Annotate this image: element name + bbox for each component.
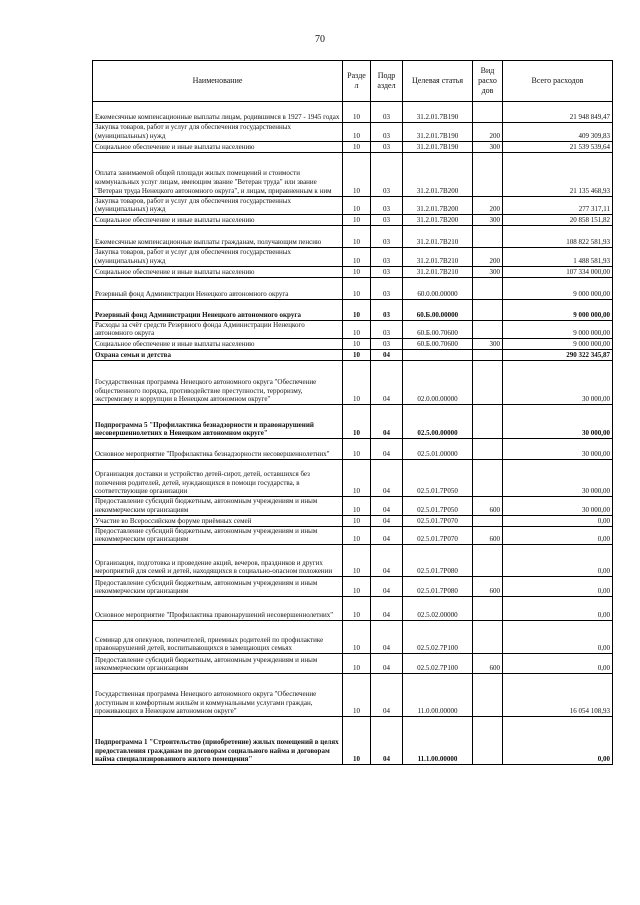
header-section: Разде л <box>343 61 371 102</box>
cell-name: Закупка товаров, работ и услуг для обеспечения государственных (муниципальных) нужд <box>93 196 343 215</box>
cell-type <box>473 597 503 621</box>
cell-sec: 10 <box>343 277 371 299</box>
cell-total: 9 000 000,00 <box>503 299 613 320</box>
cell-name: Государственная программа Ненецкого автономного округа "Обеспечение доступным и комфортным жильём и коммунальными услугами граждан, проживающих в Ненецком автономном округе" <box>93 674 343 717</box>
cell-total: 30 000,00 <box>503 405 613 439</box>
cell-target <box>403 350 473 361</box>
cell-name: Подпрограмма 1 "Строительство (приобретение) жилых помещений в целях предоставления гражданам по договорам социального найма и договорам найма специализированного жилого помещения" <box>93 717 343 765</box>
cell-total: 108 822 581,93 <box>503 226 613 248</box>
cell-type <box>473 674 503 717</box>
cell-target: 60.Б.00.00000 <box>403 299 473 320</box>
table-row <box>93 654 613 674</box>
cell-target: 02.5.01.7Р070 <box>403 526 473 545</box>
table-row <box>93 439 613 460</box>
cell-total: 277 317,11 <box>503 196 613 215</box>
cell-sec: 10 <box>343 515 371 526</box>
table-row <box>93 196 613 215</box>
cell-target: 31.2.01.7В190 <box>403 141 473 152</box>
cell-target: 02.5.01.7Р050 <box>403 460 473 497</box>
cell-name: Предоставление субсидий бюджетным, автономным учреждениям и иным некоммерческим организациям <box>93 497 343 516</box>
cell-sec: 10 <box>343 526 371 545</box>
cell-sub: 03 <box>371 215 403 226</box>
cell-total: 30 000,00 <box>503 361 613 405</box>
cell-sec: 10 <box>343 299 371 320</box>
cell-sub: 03 <box>371 123 403 142</box>
cell-sub: 03 <box>371 277 403 299</box>
cell-name: Государственная программа Ненецкого автономного округа "Обеспечение общественного порядка, противодействие преступности, терроризму, экстремизму и коррупции в Ненецком автономном округе" <box>93 361 343 405</box>
cell-sec: 10 <box>343 215 371 226</box>
cell-total: 16 054 108,93 <box>503 674 613 717</box>
cell-type <box>473 405 503 439</box>
table-row <box>93 350 613 361</box>
cell-type <box>473 717 503 765</box>
cell-target: 60.0.00.00000 <box>403 277 473 299</box>
table-row <box>93 102 613 123</box>
cell-type <box>473 545 503 577</box>
cell-target: 02.5.01.7Р050 <box>403 497 473 516</box>
cell-target: 02.5.00.00000 <box>403 405 473 439</box>
cell-total: 0,00 <box>503 545 613 577</box>
cell-sec: 10 <box>343 405 371 439</box>
cell-total: 290 322 345,87 <box>503 350 613 361</box>
cell-name: Закупка товаров, работ и услуг для обеспечения государственных (муниципальных) нужд <box>93 248 343 267</box>
table-row <box>93 497 613 516</box>
cell-type <box>473 350 503 361</box>
cell-sub: 03 <box>371 196 403 215</box>
table-row <box>93 320 613 339</box>
table-row <box>93 545 613 577</box>
cell-name: Социальное обеспечение и иные выплаты населению <box>93 339 343 350</box>
cell-sec: 10 <box>343 361 371 405</box>
cell-total: 9 000 000,00 <box>503 320 613 339</box>
cell-type: 200 <box>473 123 503 142</box>
cell-name: Социальное обеспечение и иные выплаты населению <box>93 141 343 152</box>
cell-target: 31.2.01.7В210 <box>403 266 473 277</box>
cell-name: Оплата занимаемой общей площади жилых помещений и стоимости коммунальных услуг лицам, имеющим звание "Ветеран труда" или звание "Ветеран труда Ненецкого автономного округа", и лицам, приравненным к ним <box>93 152 343 196</box>
cell-target: 02.0.00.00000 <box>403 361 473 405</box>
cell-sub: 04 <box>371 526 403 545</box>
cell-target: 60.Б.00.70600 <box>403 339 473 350</box>
cell-total: 30 000,00 <box>503 439 613 460</box>
cell-target: 31.2.01.7В200 <box>403 152 473 196</box>
cell-sec: 10 <box>343 717 371 765</box>
cell-total: 0,00 <box>503 526 613 545</box>
cell-sub: 04 <box>371 545 403 577</box>
cell-sub: 04 <box>371 717 403 765</box>
cell-total: 9 000 000,00 <box>503 277 613 299</box>
table-row <box>93 152 613 196</box>
cell-type: 300 <box>473 339 503 350</box>
cell-sec: 10 <box>343 102 371 123</box>
cell-total: 21 948 849,47 <box>503 102 613 123</box>
cell-total: 30 000,00 <box>503 460 613 497</box>
cell-name: Социальное обеспечение и иные выплаты населению <box>93 266 343 277</box>
cell-sec: 10 <box>343 497 371 516</box>
cell-name: Предоставление субсидий бюджетным, автономным учреждениям и иным некоммерческим организациям <box>93 654 343 674</box>
header-total: Всего расходов <box>503 61 613 102</box>
cell-target: 02.5.02.00000 <box>403 597 473 621</box>
cell-target: 31.2.01.7В200 <box>403 215 473 226</box>
cell-total: 20 858 151,82 <box>503 215 613 226</box>
cell-name: Организация доставки и устройство детей-сирот, детей, оставшихся без попечения родителей, детей, нуждающихся в помощи государства, в соответствующие организации <box>93 460 343 497</box>
table-row <box>93 577 613 597</box>
table-row <box>93 248 613 267</box>
table-row <box>93 674 613 717</box>
header-name: Наименование <box>93 61 343 102</box>
cell-sec: 10 <box>343 141 371 152</box>
cell-sub: 04 <box>371 597 403 621</box>
cell-target: 60.Б.00.70600 <box>403 320 473 339</box>
cell-type: 200 <box>473 196 503 215</box>
cell-target: 31.2.01.7В190 <box>403 123 473 142</box>
cell-name: Ежемесячные компенсационные выплаты гражданам, получающим пенсию <box>93 226 343 248</box>
cell-sub: 04 <box>371 674 403 717</box>
cell-name: Подпрограмма 5 "Профилактика безнадзорности и правонарушений несовершеннолетних в Ненецком автономном округе" <box>93 405 343 439</box>
cell-type <box>473 152 503 196</box>
cell-type <box>473 226 503 248</box>
cell-total: 1 488 581,93 <box>503 248 613 267</box>
cell-name: Основное мероприятие "Профилактика правонарушений несовершеннолетних" <box>93 597 343 621</box>
table-row <box>93 526 613 545</box>
cell-type: 300 <box>473 215 503 226</box>
cell-sub: 04 <box>371 405 403 439</box>
table-row <box>93 266 613 277</box>
cell-sec: 10 <box>343 123 371 142</box>
cell-name: Предоставление субсидий бюджетным, автономным учреждениям и иным некоммерческим организациям <box>93 526 343 545</box>
cell-target: 02.5.01.7Р070 <box>403 515 473 526</box>
cell-target: 02.5.01.00000 <box>403 439 473 460</box>
cell-type <box>473 102 503 123</box>
table-row <box>93 361 613 405</box>
cell-sub: 03 <box>371 299 403 320</box>
cell-name: Расходы за счёт средств Резервного фонда Администрации Ненецкого автономного округа <box>93 320 343 339</box>
cell-sub: 04 <box>371 621 403 654</box>
cell-total: 0,00 <box>503 717 613 765</box>
cell-type <box>473 439 503 460</box>
table-row <box>93 460 613 497</box>
cell-sec: 10 <box>343 196 371 215</box>
cell-target: 31.2.01.7В210 <box>403 248 473 267</box>
cell-sub: 04 <box>371 577 403 597</box>
cell-sub: 04 <box>371 361 403 405</box>
cell-target: 02.5.02.7Р100 <box>403 621 473 654</box>
cell-type: 600 <box>473 526 503 545</box>
cell-sub: 03 <box>371 320 403 339</box>
cell-sub: 03 <box>371 226 403 248</box>
cell-sub: 03 <box>371 339 403 350</box>
table-row <box>93 717 613 765</box>
cell-sec: 10 <box>343 248 371 267</box>
cell-name: Участие во Всероссийском форуме приёмных семей <box>93 515 343 526</box>
cell-total: 0,00 <box>503 515 613 526</box>
table-row <box>93 215 613 226</box>
cell-sec: 10 <box>343 152 371 196</box>
cell-sec: 10 <box>343 577 371 597</box>
cell-sub: 04 <box>371 497 403 516</box>
cell-sec: 10 <box>343 597 371 621</box>
cell-target: 02.5.01.7Р080 <box>403 545 473 577</box>
cell-sub: 03 <box>371 102 403 123</box>
cell-sub: 03 <box>371 266 403 277</box>
cell-name: Социальное обеспечение и иные выплаты населению <box>93 215 343 226</box>
cell-type: 600 <box>473 577 503 597</box>
cell-sub: 04 <box>371 654 403 674</box>
cell-name: Основное мероприятие "Профилактика безнадзорности несовершеннолетних" <box>93 439 343 460</box>
cell-type <box>473 277 503 299</box>
header-type: Вид расхо дов <box>473 61 503 102</box>
table-row <box>93 226 613 248</box>
cell-sec: 10 <box>343 674 371 717</box>
cell-target: 02.5.01.7Р080 <box>403 577 473 597</box>
cell-sec: 10 <box>343 439 371 460</box>
cell-sub: 04 <box>371 439 403 460</box>
cell-total: 107 334 000,00 <box>503 266 613 277</box>
cell-sec: 10 <box>343 460 371 497</box>
cell-total: 0,00 <box>503 621 613 654</box>
cell-sec: 10 <box>343 226 371 248</box>
table-row <box>93 123 613 142</box>
cell-name: Резервный фонд Администрации Ненецкого автономного округа <box>93 277 343 299</box>
cell-sub: 03 <box>371 152 403 196</box>
cell-type <box>473 621 503 654</box>
cell-sub: 04 <box>371 350 403 361</box>
table-row <box>93 515 613 526</box>
table-body <box>93 102 613 765</box>
cell-name: Организация, подготовка и проведение акций, вечеров, праздников и других мероприятий для семей и детей, находящихся в социально-опасном положении <box>93 545 343 577</box>
cell-target: 31.2.01.7В200 <box>403 196 473 215</box>
table-row <box>93 141 613 152</box>
table-row <box>93 299 613 320</box>
header-target: Целевая статья <box>403 61 473 102</box>
cell-type: 600 <box>473 497 503 516</box>
cell-name: Закупка товаров, работ и услуг для обеспечения государственных (муниципальных) нужд <box>93 123 343 142</box>
cell-target: 11.0.00.00000 <box>403 674 473 717</box>
table-row <box>93 597 613 621</box>
cell-total: 0,00 <box>503 654 613 674</box>
cell-type: 300 <box>473 141 503 152</box>
cell-sec: 10 <box>343 350 371 361</box>
page-number: 70 <box>315 34 325 45</box>
cell-name: Семинар для опекунов, попечителей, приемных родителей по профилактике правонарушений детей, воспитывающихся в замещающих семьях <box>93 621 343 654</box>
cell-type: 600 <box>473 654 503 674</box>
cell-target: 02.5.02.7Р100 <box>403 654 473 674</box>
cell-total: 0,00 <box>503 577 613 597</box>
table-row <box>93 339 613 350</box>
cell-name: Резервный фонд Администрации Ненецкого автономного округа <box>93 299 343 320</box>
cell-sub: 04 <box>371 460 403 497</box>
cell-sec: 10 <box>343 266 371 277</box>
header-subsection: Подр аздел <box>371 61 403 102</box>
cell-sub: 03 <box>371 141 403 152</box>
cell-type <box>473 515 503 526</box>
cell-type: 200 <box>473 248 503 267</box>
table-row <box>93 621 613 654</box>
cell-sub: 04 <box>371 515 403 526</box>
cell-name: Предоставление субсидий бюджетным, автономным учреждениям и иным некоммерческим организациям <box>93 577 343 597</box>
cell-sec: 10 <box>343 621 371 654</box>
cell-total: 21 135 468,93 <box>503 152 613 196</box>
cell-total: 30 000,00 <box>503 497 613 516</box>
cell-target: 31.2.01.7В210 <box>403 226 473 248</box>
cell-total: 9 000 000,00 <box>503 339 613 350</box>
cell-target: 31.2.01.7В190 <box>403 102 473 123</box>
cell-type <box>473 320 503 339</box>
cell-sec: 10 <box>343 654 371 674</box>
cell-sec: 10 <box>343 339 371 350</box>
cell-total: 0,00 <box>503 597 613 621</box>
cell-total: 409 309,83 <box>503 123 613 142</box>
cell-type: 300 <box>473 266 503 277</box>
budget-table <box>92 60 613 765</box>
cell-type <box>473 299 503 320</box>
cell-sub: 03 <box>371 248 403 267</box>
cell-name: Ежемесячные компенсационные выплаты лицам, родившимся в 1927 - 1945 годах <box>93 102 343 123</box>
cell-type <box>473 361 503 405</box>
table-header-row <box>93 61 613 102</box>
cell-type <box>473 460 503 497</box>
table-row <box>93 277 613 299</box>
cell-sec: 10 <box>343 545 371 577</box>
table-row <box>93 405 613 439</box>
cell-sec: 10 <box>343 320 371 339</box>
cell-name: Охрана семьи и детства <box>93 350 343 361</box>
cell-total: 21 539 539,64 <box>503 141 613 152</box>
cell-target: 11.1.00.00000 <box>403 717 473 765</box>
